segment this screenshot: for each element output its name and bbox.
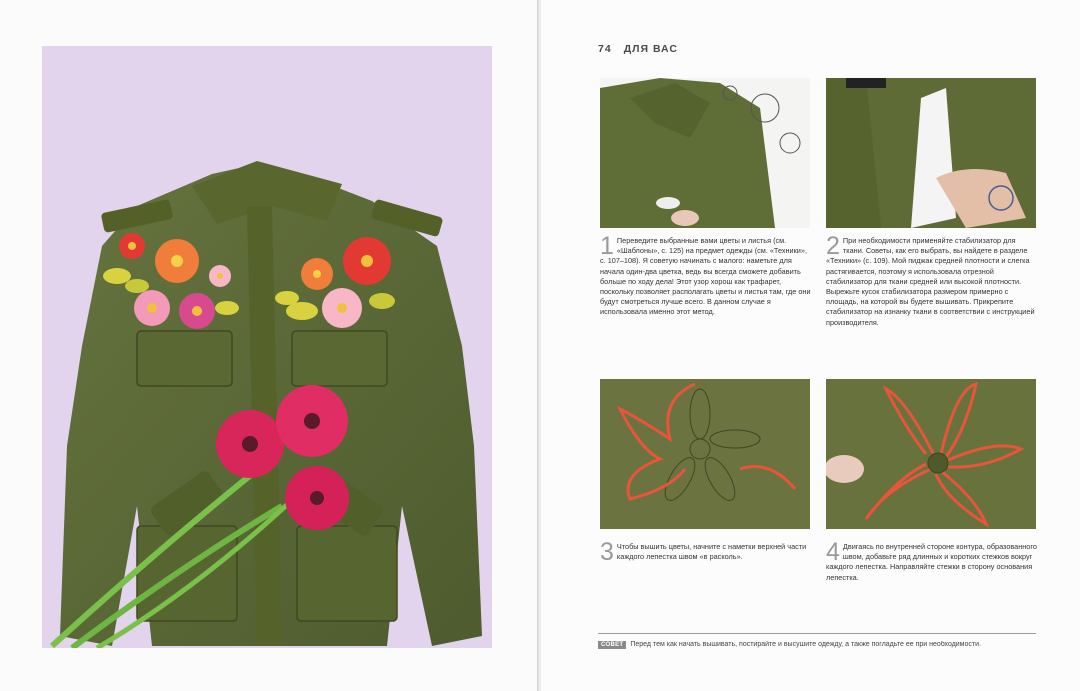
step-1-photo [600, 78, 810, 228]
step-4 [826, 538, 1038, 583]
chapter-title: ДЛЯ ВАС [623, 43, 678, 55]
step-2 [826, 232, 1038, 328]
tip-note [598, 641, 1038, 649]
step-4-photo [826, 379, 1036, 529]
left-page [0, 0, 538, 691]
page-number: 74 [598, 43, 612, 55]
step-3 [600, 538, 812, 566]
step-1-number: 1 [600, 232, 614, 260]
jacket-illustration [42, 46, 492, 648]
step-4-number: 4 [826, 538, 840, 566]
step-2-number: 2 [826, 232, 840, 260]
tip-text: Перед тем как начать вышивать, постирайте и высушите одежду, а также погладьте ее при необходимости. [630, 641, 981, 648]
step-1 [600, 232, 812, 318]
embroidered-jacket-photo [42, 46, 492, 648]
step-2-photo [826, 78, 1036, 228]
step-1-text: Переведите выбранные вами цветы и листья (см. «Шаблоны», с. 125) на предмет одежды (см. «Техники», с. 107–108). Я советую начинать с малого: наметьте для начала один-два цветка, ведь вы всегда сможете добавить больше по ходу дела! Этот узор хорош как трафарет, поскольку позволяет располагать цветы и листья там, где они будут смотреться лучше всего. В данном случае я использовала именно этот метод. [600, 236, 811, 317]
running-head [598, 43, 678, 55]
step-3-number: 3 [600, 538, 614, 566]
step-2-text: При необходимости применяйте стабилизатор для ткани. Советы, как его выбрать, вы найдете в разделе «Техники» (с. 109). Мой пиджак средней плотности и слегка растягивается, поэтому я использовала отрезной стабилизатор для ткани средней или высокой плотности. Вырежьте кусок стабилизатора размером примерно с площадь, на которой вы будете вышивать. Прикрепите стабилизатор на изнанку ткани в соответствии с инструкцией производителя. [826, 236, 1035, 327]
step-3-photo [600, 379, 810, 529]
tip-tag: СОВЕТ [598, 641, 626, 649]
step-4-text: Двигаясь по внутренней стороне контура, образованного швом, добавьте ряд длинных и коротких стежков вокруг каждого лепестка. Направляйте стежки в сторону основания лепестка. [826, 542, 1037, 582]
step-3-text: Чтобы вышить цветы, начните с наметки верхней части каждого лепестка швом «в расколь». [616, 542, 807, 562]
note-divider [598, 633, 1036, 634]
